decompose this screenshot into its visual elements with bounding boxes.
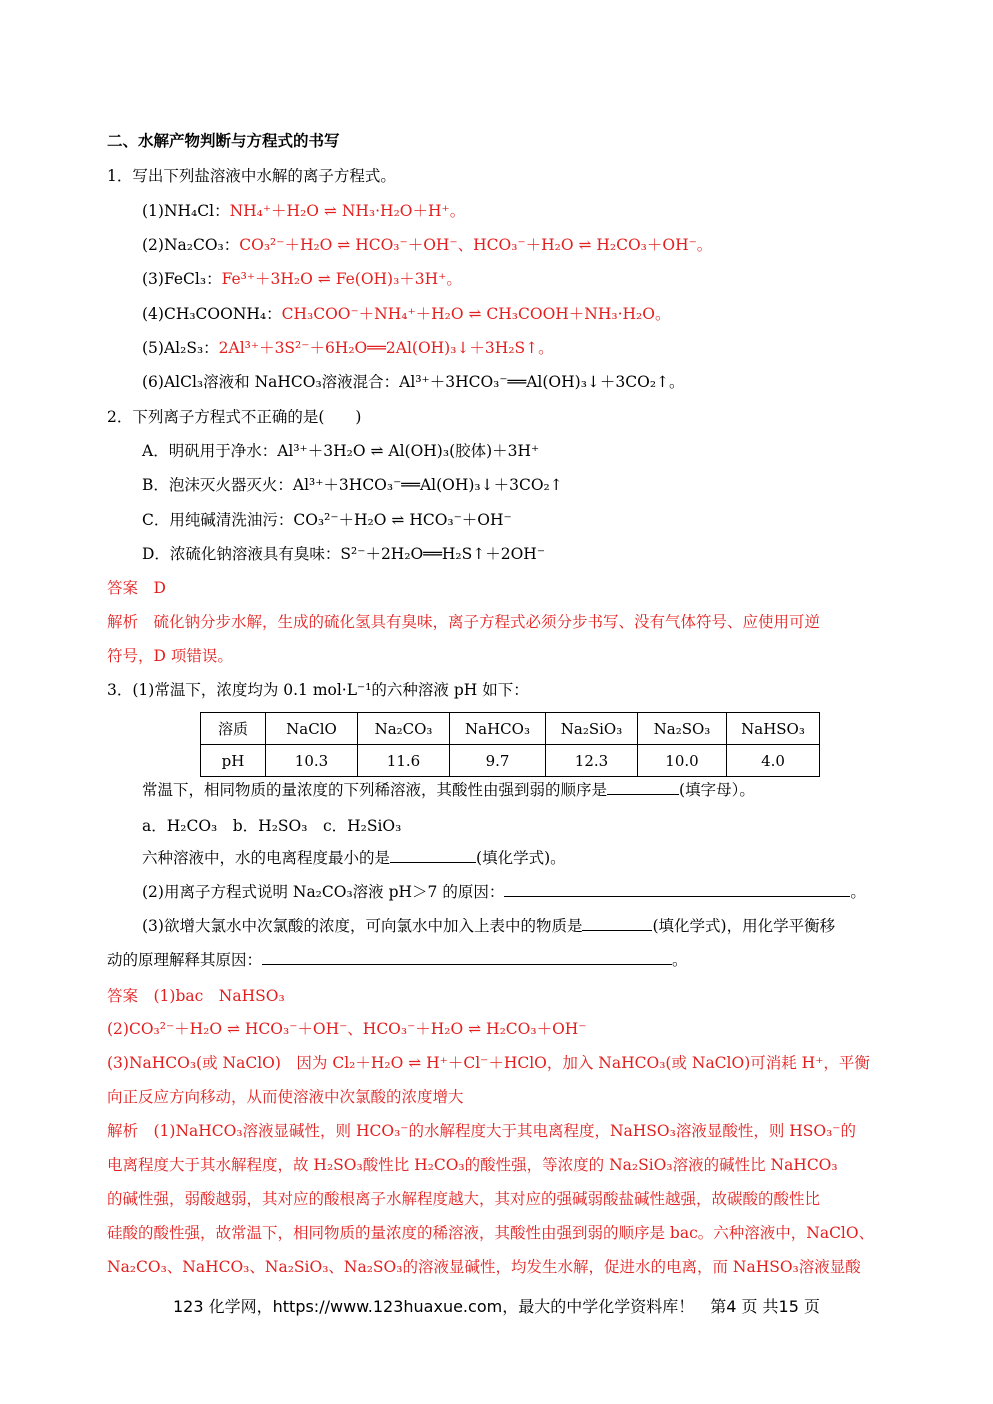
q3-part1-end-2: (填化学式)。: [476, 849, 566, 867]
table-cell: 10.0: [638, 745, 727, 777]
q3-part1-text: 常温下，相同物质的量浓度的下列稀溶液，其酸性由强到弱的顺序是: [142, 781, 608, 799]
answer-blank[interactable]: [262, 950, 672, 965]
q3-analysis-line-4: 硅酸的酸性强，故常温下，相同物质的量浓度的稀溶液，其酸性由强到弱的顺序是 bac。六种溶液中，NaClO、: [107, 1224, 875, 1242]
q2-analysis-line-1: 解析 硫化钠分步水解，生成的硫化氢具有臭味，离子方程式必须分步书写、没有气体符号、应使用可逆: [107, 613, 821, 631]
q2-stem: 2．下列离子方程式不正确的是( ): [107, 408, 362, 426]
q1-item-2-answer: CO₃²⁻＋H₂O ⇌ HCO₃⁻＋OH⁻、HCO₃⁻＋H₂O ⇌ H₂CO₃＋OH⁻。: [239, 236, 713, 254]
q1-item-2-label: (2)Na₂CO₃：: [142, 236, 240, 254]
q3-part3-text: (3)欲增大氯水中次氯酸的浓度，可向氯水中加入上表中的物质是: [142, 917, 583, 935]
q1-item-5-answer: 2Al³⁺＋3S²⁻＋6H₂O══2Al(OH)₃↓＋3H₂S↑。: [218, 339, 554, 357]
q3-choices: a．H₂CO₃ b．H₂SO₃ c．H₂SiO₃: [142, 817, 402, 835]
table-header-cell: Na₂CO₃: [358, 713, 450, 745]
ph-table: [200, 712, 820, 777]
table-header-cell: NaHSO₃: [727, 713, 820, 745]
page-footer: 123 化学网，https://www.123huaxue.com，最大的中学化学资料库！ 第4 页 共15 页: [173, 1297, 820, 1316]
q3-answer-3b: 向正反应方向移动，从而使溶液中次氯酸的浓度增大: [107, 1088, 464, 1106]
q3-analysis-line-5: Na₂CO₃、NaHCO₃、Na₂SiO₃、Na₂SO₃的溶液显碱性，均发生水解，促进水的电离，而 NaHSO₃溶液显酸: [107, 1258, 861, 1276]
q1-item-1-label: (1)NH₄Cl：: [142, 202, 230, 220]
table-header-cell: 溶质: [201, 713, 266, 745]
q3-stem: 3．(1)常温下，浓度均为 0.1 mol·L⁻¹的六种溶液 pH 如下：: [107, 681, 529, 699]
q3-part1-text-2: 六种溶液中，水的电离程度最小的是: [142, 849, 391, 867]
q3-answer-2: (2)CO₃²⁻＋H₂O ⇌ HCO₃⁻＋OH⁻、HCO₃⁻＋H₂O ⇌ H₂CO₃＋OH⁻: [107, 1020, 587, 1038]
q1-item-6-label: (6)AlCl₃溶液和 NaHCO₃溶液混合：: [142, 373, 400, 391]
q3-answer-3a: (3)NaHCO₃(或 NaClO) 因为 Cl₂＋H₂O ⇌ H⁺＋Cl⁻＋HClO，加入 NaHCO₃(或 NaClO)可消耗 H⁺，平衡: [107, 1054, 870, 1072]
table-cell: 4.0: [727, 745, 820, 777]
q3-part3-end: (填化学式)，用化学平衡移: [652, 917, 836, 935]
q1-item-3-label: (3)FeCl₃：: [142, 270, 222, 288]
q3-part2-question: [142, 881, 866, 903]
q3-part2-text: (2)用离子方程式说明 Na₂CO₃溶液 pH＞7 的原因：: [142, 883, 505, 901]
answer-blank[interactable]: [390, 848, 476, 863]
q1-item-3-answer: Fe³⁺＋3H₂O ⇌ Fe(OH)₃＋3H⁺。: [221, 270, 462, 288]
table-header-cell: Na₂SiO₃: [546, 713, 638, 745]
table-header-cell: NaClO: [266, 713, 358, 745]
q1-item-5-label: (5)Al₂S₃：: [142, 339, 219, 357]
q1-item-3: [142, 268, 462, 290]
table-cell: 12.3: [546, 745, 638, 777]
table-cell: 9.7: [450, 745, 546, 777]
table-cell: 11.6: [358, 745, 450, 777]
q1-item-1: [142, 200, 465, 222]
q2-option-c: C．用纯碱清洗油污：CO₃²⁻＋H₂O ⇌ HCO₃⁻＋OH⁻: [142, 511, 512, 529]
ph-table-value-row: [201, 745, 820, 777]
section-title: 二、水解产物判断与方程式的书写: [107, 131, 340, 150]
q1-stem: 1．写出下列盐溶液中水解的离子方程式。: [107, 167, 396, 185]
q1-item-1-answer: NH₄⁺＋H₂O ⇌ NH₃·H₂O＋H⁺。: [229, 202, 466, 220]
q3-part3-question: [142, 915, 835, 937]
q1-item-6-answer: Al³⁺＋3HCO₃⁻══Al(OH)₃↓＋3CO₂↑。: [399, 373, 685, 391]
ph-table-header-row: [201, 713, 820, 745]
q1-item-4: [142, 303, 670, 325]
q1-item-2: [142, 234, 712, 256]
q1-item-5: [142, 337, 554, 359]
q2-option-b: B．泡沫灭火器灭火：Al³⁺＋3HCO₃⁻══Al(OH)₃↓＋3CO₂↑: [142, 476, 563, 494]
q3-part1-question-2: [142, 847, 566, 869]
answer-blank[interactable]: [504, 882, 850, 897]
q1-item-6: [142, 371, 685, 393]
q3-analysis-line-1: 解析 (1)NaHCO₃溶液显碱性，则 HCO₃⁻的水解程度大于其电离程度，NaHSO₃溶液显酸性，则 HSO₃⁻的: [107, 1122, 856, 1140]
table-header-cell: Na₂SO₃: [638, 713, 727, 745]
q1-item-4-label: (4)CH₃COONH₄：: [142, 305, 282, 323]
answer-blank[interactable]: [607, 780, 679, 795]
q3-part2-end: 。: [850, 883, 866, 901]
q3-analysis-line-2: 电离程度大于其水解程度，故 H₂SO₃酸性比 H₂CO₃的酸性强，等浓度的 Na₂SiO₃溶液的碱性比 NaHCO₃: [107, 1156, 838, 1174]
q2-answer: 答案 D: [107, 579, 166, 597]
answer-blank[interactable]: [582, 916, 652, 931]
q3-part3-text-2: 动的原理解释其原因：: [107, 951, 263, 969]
q3-part3-end-2: 。: [672, 951, 688, 969]
q3-part1-end: (填字母）。: [679, 781, 755, 799]
q3-part3-question-2: [107, 949, 688, 971]
q3-part1-question: [142, 779, 755, 801]
q2-option-a: A．明矾用于净水：Al³⁺＋3H₂O ⇌ Al(OH)₃(胶体)＋3H⁺: [142, 442, 540, 460]
q2-option-d: D．浓硫化钠溶液具有臭味：S²⁻＋2H₂O══H₂S↑＋2OH⁻: [142, 545, 546, 563]
q3-answer-1: 答案 (1)bac NaHSO₃: [107, 987, 285, 1005]
q3-analysis-line-3: 的碱性强，弱酸越弱，其对应的酸根离子水解程度越大，其对应的强碱弱酸盐碱性越强，故碳酸的酸性比: [107, 1190, 821, 1208]
q1-item-4-answer: CH₃COO⁻＋NH₄⁺＋H₂O ⇌ CH₃COOH＋NH₃·H₂O。: [281, 305, 671, 323]
q2-analysis-line-2: 符号，D 项错误。: [107, 647, 233, 665]
table-cell: pH: [201, 745, 266, 777]
table-cell: 10.3: [266, 745, 358, 777]
table-header-cell: NaHCO₃: [450, 713, 546, 745]
